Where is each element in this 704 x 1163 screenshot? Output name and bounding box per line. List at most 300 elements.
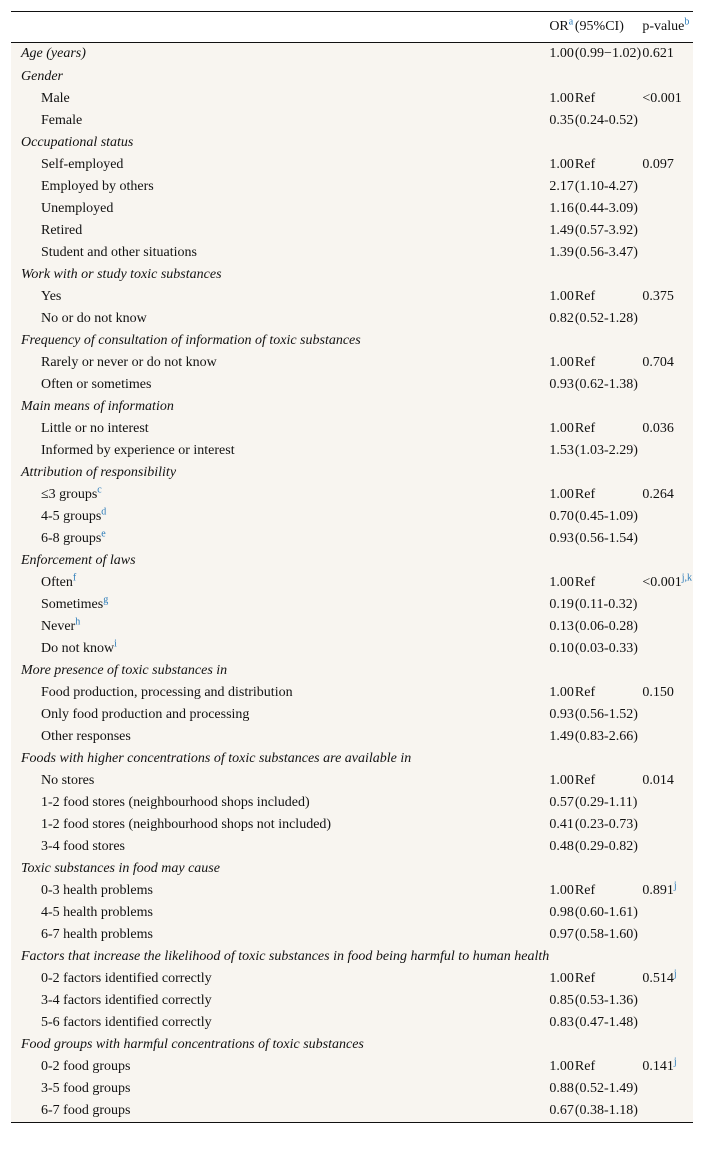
- p-value-cell: [642, 594, 693, 616]
- confidence-interval-cell: [575, 1034, 642, 1056]
- confidence-interval-cell: [575, 748, 642, 770]
- odds-ratio-cell: 0.85: [549, 993, 574, 1008]
- p-value-cell: [642, 1012, 693, 1034]
- odds-ratio-cell: 0.67: [549, 1103, 574, 1118]
- table-row: [11, 374, 693, 396]
- table-row: [11, 968, 693, 990]
- row-label: [11, 1100, 549, 1122]
- row-label: [11, 308, 549, 330]
- row-label: [11, 638, 549, 660]
- confidence-interval-cell: (0.60-1.61): [574, 905, 638, 920]
- table-row: [11, 1078, 693, 1100]
- footnote-marker: e: [101, 528, 106, 540]
- table-row: [11, 682, 693, 704]
- header-or-footnote: a: [568, 16, 574, 28]
- odds-ratio-cell: 0.97: [549, 927, 574, 942]
- confidence-interval-cell: (0.06-0.28): [574, 619, 638, 634]
- p-value-cell: [642, 638, 693, 660]
- odds-ratio-cell: [549, 946, 575, 968]
- row-label-text: Employed by others: [41, 179, 154, 194]
- row-label: [11, 286, 549, 308]
- header-pvalue: [642, 12, 693, 42]
- table-row: [11, 902, 693, 924]
- section-row: [11, 132, 693, 154]
- confidence-interval-cell: [575, 550, 642, 572]
- odds-ratio-cell: 0.57: [549, 795, 574, 810]
- row-label: [11, 352, 549, 374]
- odds-ratio-cell: 0.93: [549, 377, 574, 392]
- p-value-cell: [642, 792, 693, 814]
- table-row: [11, 990, 693, 1012]
- p-value-cell: [642, 242, 693, 264]
- p-value-cell: [642, 946, 693, 968]
- odds-ratio-cell: 1.00: [549, 971, 574, 986]
- odds-ratio-cell: 1.00: [549, 487, 574, 502]
- table-row: [11, 418, 693, 440]
- odds-ratio-cell: 1.00: [549, 421, 574, 436]
- footnote-marker: d: [101, 506, 107, 518]
- table-row: [11, 836, 693, 858]
- section-label: [11, 66, 549, 88]
- p-value-text: 0.514: [642, 971, 674, 986]
- p-value-cell: [642, 682, 693, 704]
- p-value-cell: [642, 1100, 693, 1122]
- row-label: [11, 902, 549, 924]
- odds-ratio-cell: 1.00: [549, 1059, 574, 1074]
- row-label: [11, 792, 549, 814]
- table-row: [11, 1012, 693, 1034]
- row-label-text: Only food production and processing: [41, 707, 250, 722]
- row-label-text: Yes: [41, 289, 62, 304]
- table-row: [11, 1100, 693, 1122]
- confidence-interval-cell: (0.56-1.52): [574, 707, 638, 722]
- row-label: [11, 594, 549, 616]
- row-label-text: Other responses: [41, 729, 131, 744]
- section-label: [11, 660, 549, 682]
- p-value-text: 0.036: [642, 421, 674, 436]
- table-row: [11, 814, 693, 836]
- confidence-interval-cell: (0.24-0.52): [574, 113, 638, 128]
- p-value-text: <0.001: [642, 91, 682, 106]
- row-label: [11, 990, 549, 1012]
- odds-ratio-cell: 0.13: [549, 619, 574, 634]
- p-value-cell: [642, 726, 693, 748]
- confidence-interval-cell: (0.38-1.18): [574, 1103, 638, 1118]
- row-label-text: Foods with higher concentrations of toxic substances are available in: [21, 751, 412, 766]
- odds-ratio-cell: [549, 660, 575, 682]
- section-row: [11, 66, 693, 88]
- odds-ratio-cell: 1.00: [549, 773, 574, 788]
- confidence-interval-cell: (0.57-3.92): [574, 223, 638, 238]
- confidence-interval-cell: [575, 462, 642, 484]
- row-label-text: 5-6 factors identified correctly: [41, 1015, 212, 1030]
- p-value-text: 0.891: [642, 883, 674, 898]
- row-label-text: Work with or study toxic substances: [21, 267, 222, 282]
- table-row: [11, 572, 693, 594]
- table-row: [11, 242, 693, 264]
- table-row: [11, 726, 693, 748]
- row-label-text: 0-2 factors identified correctly: [41, 971, 212, 986]
- row-label: [11, 1056, 549, 1078]
- section-row: [11, 264, 693, 286]
- table-row: [11, 616, 693, 638]
- p-value-cell: [642, 990, 693, 1012]
- table-row: [11, 1056, 693, 1078]
- p-value-text: 0.141: [642, 1059, 674, 1074]
- table-row: [11, 198, 693, 220]
- header-row: [11, 12, 693, 42]
- p-value-text: 0.704: [642, 355, 674, 370]
- row-label: [11, 198, 549, 220]
- row-label-text: 0-2 food groups: [41, 1059, 131, 1074]
- odds-ratio-cell: 1.00: [549, 157, 574, 172]
- header-ci: (95%CI): [574, 18, 624, 34]
- p-value-cell: [642, 1056, 693, 1078]
- table-row: [11, 110, 693, 132]
- confidence-interval-cell: (0.23-0.73): [574, 817, 638, 832]
- odds-ratio-cell: 0.93: [549, 707, 574, 722]
- odds-ratio-cell: 1.00: [549, 91, 574, 106]
- table-row: [11, 220, 693, 242]
- confidence-interval-cell: (0.45-1.09): [574, 509, 638, 524]
- row-label: [11, 242, 549, 264]
- table-row: [11, 704, 693, 726]
- p-value-cell: [642, 440, 693, 462]
- p-value-text: 0.375: [642, 289, 674, 304]
- row-label: [11, 836, 549, 858]
- table-row: [11, 792, 693, 814]
- section-row: [11, 550, 693, 572]
- p-value-cell: [642, 506, 693, 528]
- p-value-cell: [642, 88, 693, 110]
- row-label-text: Female: [41, 113, 83, 128]
- p-value-cell: [642, 220, 693, 242]
- row-label-text: Age (years): [21, 46, 86, 62]
- p-value-cell: [642, 66, 693, 88]
- header-variable: [11, 12, 549, 42]
- confidence-interval-cell: (0.44-3.09): [574, 201, 638, 216]
- table-row: [11, 506, 693, 528]
- confidence-interval-cell: (0.29-0.82): [574, 839, 638, 854]
- row-label: [11, 88, 549, 110]
- row-label-text: Sometimes: [41, 597, 104, 612]
- row-label-text: Informed by experience or interest: [41, 443, 235, 458]
- odds-ratio-cell: [549, 132, 575, 154]
- p-value-cell: [642, 396, 693, 418]
- confidence-interval-cell: [575, 858, 642, 880]
- confidence-interval-cell: (0.03-0.33): [574, 641, 638, 656]
- confidence-interval-cell: (0.52-1.28): [574, 311, 638, 326]
- confidence-interval-cell: (0.53-1.36): [574, 993, 638, 1008]
- odds-ratio-cell: 1.00: [549, 883, 574, 898]
- p-value-cell: [642, 814, 693, 836]
- footnote-marker: h: [75, 616, 81, 628]
- table-header: [11, 12, 693, 42]
- confidence-interval-cell: [575, 330, 642, 352]
- odds-ratio-cell: [549, 396, 575, 418]
- confidence-interval-cell: [575, 264, 642, 286]
- row-label-text: Gender: [21, 69, 63, 84]
- p-value-cell: [642, 484, 693, 506]
- confidence-interval-cell: [575, 396, 642, 418]
- row-label-text: Male: [41, 91, 70, 106]
- confidence-interval-cell: (1.03-2.29): [574, 443, 638, 458]
- p-value-cell: [642, 880, 693, 902]
- odds-ratio-cell: 0.98: [549, 905, 574, 920]
- table-row: [11, 154, 693, 176]
- confidence-interval-cell: Ref: [574, 289, 596, 304]
- row-label-text: Food production, processing and distribution: [41, 685, 293, 700]
- confidence-interval-cell: (0.47-1.48): [574, 1015, 638, 1030]
- confidence-interval-cell: (0.56-1.54): [574, 531, 638, 546]
- header-or-text: OR: [549, 18, 569, 34]
- row-label-text: 0-3 health problems: [41, 883, 153, 898]
- odds-ratio-cell: [549, 550, 575, 572]
- odds-ratio-cell: 1.00: [549, 575, 574, 590]
- row-label: [11, 528, 549, 550]
- odds-ratio-cell: [549, 66, 575, 88]
- p-value-cell: [642, 176, 693, 198]
- p-value-cell: [642, 616, 693, 638]
- row-label: [11, 484, 549, 506]
- row-label: [11, 220, 549, 242]
- odds-ratio-cell: 1.16: [549, 201, 574, 216]
- row-label-text: 4-5 health problems: [41, 905, 153, 920]
- confidence-interval-cell: (0.58-1.60): [574, 927, 638, 942]
- row-label-text: 4-5 groups: [41, 509, 102, 524]
- row-label-text: No stores: [41, 773, 95, 788]
- footnote-marker: j: [673, 968, 677, 980]
- section-row: [11, 1034, 693, 1056]
- footnote-marker: j: [673, 880, 677, 892]
- row-label-text: 1-2 food stores (neighbourhood shops included): [41, 795, 310, 810]
- section-label: [11, 132, 549, 154]
- table-row: [11, 88, 693, 110]
- odds-ratio-cell: 0.19: [549, 597, 574, 612]
- section-row: [11, 462, 693, 484]
- row-label-text: 6-8 groups: [41, 531, 102, 546]
- confidence-interval-cell: Ref: [574, 157, 596, 172]
- confidence-interval-cell: Ref: [574, 971, 596, 986]
- odds-ratio-cell: [549, 264, 575, 286]
- p-value-cell: [642, 902, 693, 924]
- p-value-cell: [642, 572, 693, 594]
- p-value-text: <0.001: [642, 575, 682, 590]
- p-value-cell: [642, 286, 693, 308]
- row-label: [11, 726, 549, 748]
- row-label-text: Main means of information: [21, 399, 174, 414]
- p-value-text: 0.150: [642, 685, 674, 700]
- confidence-interval-cell: (0.62-1.38): [574, 377, 638, 392]
- row-label-text: Often: [41, 575, 73, 590]
- row-label-text: Occupational status: [21, 135, 134, 150]
- confidence-interval-cell: Ref: [574, 773, 596, 788]
- table-row: [11, 440, 693, 462]
- p-value-cell: [642, 352, 693, 374]
- section-row: [11, 660, 693, 682]
- table-row: [11, 352, 693, 374]
- p-value-cell: [642, 198, 693, 220]
- row-label-text: Student and other situations: [41, 245, 197, 260]
- row-label-text: 1-2 food stores (neighbourhood shops not included): [41, 817, 332, 832]
- p-value-cell: [642, 462, 693, 484]
- row-label: [11, 770, 549, 792]
- results-table-container: [11, 11, 693, 1123]
- section-label: [11, 330, 549, 352]
- p-value-text: 0.621: [642, 46, 674, 62]
- confidence-interval-cell: (0.83-2.66): [574, 729, 638, 744]
- odds-ratio-cell: 0.93: [549, 531, 574, 546]
- row-label-text: Retired: [41, 223, 83, 238]
- confidence-interval-cell: Ref: [574, 421, 596, 436]
- p-value-cell: [642, 154, 693, 176]
- p-value-cell: [642, 330, 693, 352]
- odds-ratio-cell: 0.10: [549, 641, 574, 656]
- confidence-interval-cell: (1.10-4.27): [574, 179, 638, 194]
- table-row: [11, 484, 693, 506]
- p-value-cell: [642, 968, 693, 990]
- odds-ratio-cell: 1.00: [549, 289, 574, 304]
- confidence-interval-cell: Ref: [574, 883, 596, 898]
- p-value-cell: [642, 704, 693, 726]
- header-pvalue-footnote: b: [684, 16, 690, 28]
- header-or: [549, 12, 575, 42]
- p-value-cell: [642, 770, 693, 792]
- footnote-marker: i: [114, 638, 117, 650]
- section-row: [11, 396, 693, 418]
- row-label: [11, 880, 549, 902]
- footnote-marker: g: [103, 594, 109, 606]
- confidence-interval-cell: (0.99−1.02): [574, 46, 642, 62]
- row-label-text: Food groups with harmful concentrations of toxic substances: [21, 1037, 364, 1052]
- odds-ratio-table: [11, 12, 693, 1122]
- section-row: [11, 858, 693, 880]
- confidence-interval-cell: (0.52-1.49): [574, 1081, 638, 1096]
- p-value-cell: [642, 132, 693, 154]
- p-value-cell: [642, 836, 693, 858]
- row-label: [11, 176, 549, 198]
- header-pvalue-text: p-value: [642, 18, 685, 34]
- row-label-text: Little or no interest: [41, 421, 149, 436]
- section-label: [11, 550, 549, 572]
- row-label: [11, 704, 549, 726]
- table-body: [11, 42, 693, 1122]
- p-value-cell: [642, 110, 693, 132]
- confidence-interval-cell: (0.11-0.32): [574, 597, 638, 612]
- p-value-cell: [642, 1078, 693, 1100]
- row-label: [11, 924, 549, 946]
- row-label-text: Unemployed: [41, 201, 114, 216]
- p-value-cell: [642, 528, 693, 550]
- row-label-text: 6-7 food groups: [41, 1103, 131, 1118]
- p-value-cell: [642, 308, 693, 330]
- row-label-text: No or do not know: [41, 311, 147, 326]
- table-row: [11, 594, 693, 616]
- section-label: [11, 42, 549, 66]
- table-row: [11, 880, 693, 902]
- row-label-text: 3-4 food stores: [41, 839, 125, 854]
- p-value-cell: [642, 42, 693, 66]
- odds-ratio-cell: [549, 748, 575, 770]
- row-label: [11, 814, 549, 836]
- row-label: [11, 682, 549, 704]
- row-label: [11, 440, 549, 462]
- row-label-text: Often or sometimes: [41, 377, 152, 392]
- section-label: [11, 1034, 549, 1056]
- row-label-text: 3-4 factors identified correctly: [41, 993, 212, 1008]
- odds-ratio-cell: [549, 1034, 575, 1056]
- p-value-cell: [642, 748, 693, 770]
- row-label: [11, 572, 549, 594]
- section-row: [11, 946, 693, 968]
- odds-ratio-cell: 2.17: [549, 179, 574, 194]
- row-label: [11, 1012, 549, 1034]
- table-row: [11, 638, 693, 660]
- section-label: [11, 946, 549, 968]
- row-label-text: Frequency of consultation of information of toxic substances: [21, 333, 361, 348]
- row-label: [11, 154, 549, 176]
- p-value-text: 0.097: [642, 157, 674, 172]
- row-label: [11, 418, 549, 440]
- odds-ratio-cell: [549, 462, 575, 484]
- confidence-interval-cell: Ref: [574, 91, 596, 106]
- odds-ratio-cell: 1.00: [549, 685, 574, 700]
- p-value-cell: [642, 858, 693, 880]
- p-value-cell: [642, 924, 693, 946]
- row-label-text: 3-5 food groups: [41, 1081, 131, 1096]
- row-label-text: Attribution of responsibility: [21, 465, 177, 480]
- odds-ratio-cell: 0.35: [549, 113, 574, 128]
- row-label: [11, 968, 549, 990]
- confidence-interval-cell: Ref: [574, 685, 596, 700]
- confidence-interval-cell: (0.29-1.11): [574, 795, 638, 810]
- row-label-text: Never: [41, 619, 76, 634]
- p-value-cell: [642, 264, 693, 286]
- table-row: [11, 308, 693, 330]
- row-label-text: Enforcement of laws: [21, 553, 136, 568]
- row-label-text: Self-employed: [41, 157, 124, 172]
- p-value-cell: [642, 1034, 693, 1056]
- row-label: [11, 506, 549, 528]
- footnote-marker: c: [97, 484, 102, 496]
- confidence-interval-cell: [575, 66, 642, 88]
- confidence-interval-cell: Ref: [574, 575, 596, 590]
- confidence-interval-cell: [575, 660, 642, 682]
- confidence-interval-cell: (0.56-3.47): [574, 245, 638, 260]
- section-label: [11, 858, 549, 880]
- row-label-text: ≤3 groups: [41, 487, 98, 502]
- section-label: [11, 396, 549, 418]
- odds-ratio-cell: 0.88: [549, 1081, 574, 1096]
- confidence-interval-cell: Ref: [574, 487, 596, 502]
- row-label: [11, 374, 549, 396]
- odds-ratio-cell: 1.49: [549, 223, 574, 238]
- table-row: [11, 924, 693, 946]
- p-value-cell: [642, 418, 693, 440]
- row-label: [11, 1078, 549, 1100]
- confidence-interval-cell: [575, 132, 642, 154]
- odds-ratio-cell: 1.00: [549, 46, 574, 62]
- p-value-text: 0.264: [642, 487, 674, 502]
- row-label-text: 6-7 health problems: [41, 927, 153, 942]
- confidence-interval-cell: Ref: [574, 1059, 596, 1074]
- odds-ratio-cell: [549, 330, 575, 352]
- confidence-interval-cell: [575, 946, 642, 968]
- table-row: [11, 286, 693, 308]
- odds-ratio-cell: 0.48: [549, 839, 574, 854]
- row-label: [11, 110, 549, 132]
- table-row: [11, 176, 693, 198]
